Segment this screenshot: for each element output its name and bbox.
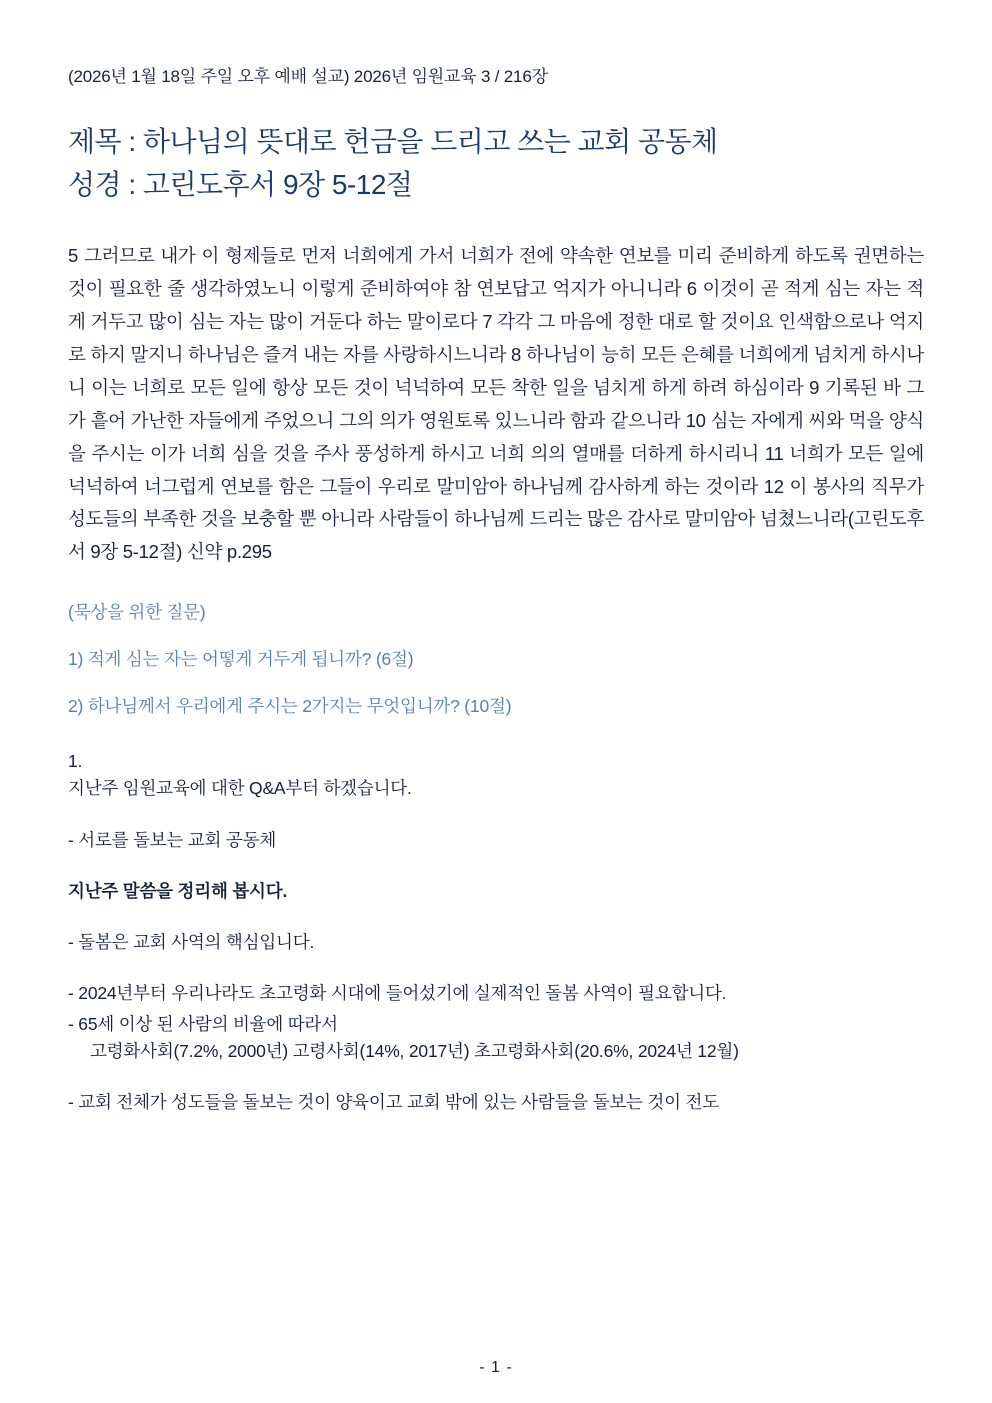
scripture-passage: 5 그러므로 내가 이 형제들로 먼저 너희에게 가서 너희가 전에 약속한 연보를 미리 준비하게 하도록 권면하는 것이 필요한 줄 생각하였노니 이렇게 준비하여야 참 연보답고 억지가 아니니라 6 이것이 곧 적게 심는 자는 적게 거두고 많이 심는 자는 많이 거둔다 하는 말이로다 7 각각 그 마음에 정한 대로 할 것이요 인색함으로나 억지로 하지 말지니 하나님은 즐겨 내는 자를 사랑하시느니라 8 하나님이 능히 모든 은혜를 너희에게 넘치게 하시나니 이는 너희로 모든 일에 항상 모든 것이 넉넉하여 모든 착한 일을 넘치게 하게 하려 하심이라 9 기록된 바 그가 흩어 가난한 자들에게 주었으니 그의 의가 영원토록 있느니라 함과 같으니라 10 심는 자에게 씨와 먹을 양식을 주시는 이가 너희 심을 것을 주사 풍성하게 하시고 너희 의의 열매를 더하게 하시리니 11 너희가 모든 일에 넉넉하여 너그럽게 연보를 함은 그들이 우리로 말미암아 하나님께 감사하게 하는 것이라 12 이 봉사의 직무가 성도들의 부족한 것을 보충할 뿐 아니라 사람들이 하나님께 드리는 많은 감사로 말미암아 넘쳤느니라(고린도후서 9장 5-12절) 신약 p.295 [68, 245, 924, 563]
meditation-question-2: 2) 하나님께서 우리에게 주시는 2가지는 무엇입니까? (10절) [68, 696, 512, 717]
review-heading: 지난주 말씀을 정리해 봅시다. [68, 880, 288, 901]
bullet-point-5: - 65세 이상 된 사람의 비율에 따라서 [68, 1014, 338, 1035]
sermon-subject-line: 제목 : 하나님의 뜻대로 헌금을 드리고 쓰는 교회 공동체 [68, 126, 718, 157]
sermon-scripture-line: 성경 : 고린도후서 9장 5-12절 [68, 168, 413, 200]
meditation-question-1: 1) 적게 심는 자는 어떻게 거두게 됩니까? (6절) [68, 649, 414, 670]
bullet-point-4: - 2024년부터 우리나라도 초고령화 시대에 들어섰기에 실제적인 돌봄 사역이 필요합니다. [68, 982, 727, 1003]
bullet-point-6: - 교회 전체가 성도들을 돌보는 것이 양육이고 교회 밖에 있는 사람들을 돌보는 것이 전도 [68, 1092, 719, 1113]
document-header: (2026년 1월 18일 주일 오후 예배 설교) 2026년 임원교육 3 / 216장 [68, 67, 548, 86]
title-block [68, 121, 924, 206]
section-number: 1. [68, 751, 83, 772]
bullet-point-1: - 서로를 돌보는 교회 공동체 [68, 829, 277, 850]
page-number: - 1 - [479, 1359, 513, 1376]
bullet-point-5-detail: 고령화사회(7.2%, 2000년) 고령사회(14%, 2017년) 초고령화사회(20.6%, 2024년 12월) [90, 1041, 739, 1062]
meditation-heading: (묵상을 위한 질문) [68, 602, 206, 623]
section-intro: 지난주 임원교육에 대한 Q&A부터 하겠습니다. [68, 778, 412, 799]
bullet-point-3: - 돌봄은 교회 사역의 핵심입니다. [68, 931, 315, 952]
